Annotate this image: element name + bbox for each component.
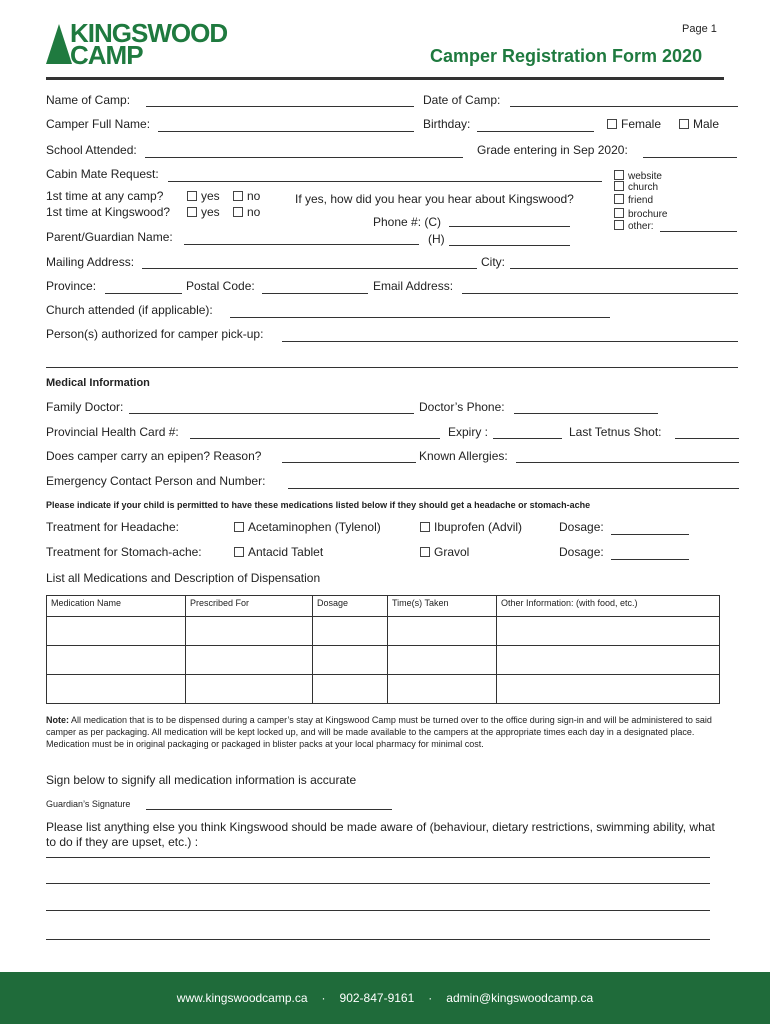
- tetnus-field[interactable]: [675, 438, 739, 439]
- table-row: [47, 646, 720, 675]
- school-field[interactable]: [145, 157, 463, 158]
- family-doctor-label: Family Doctor:: [46, 400, 124, 414]
- gravol-checkbox[interactable]: [420, 547, 430, 557]
- table-cell[interactable]: [186, 675, 313, 704]
- page-number: Page 1: [682, 23, 717, 35]
- table-cell[interactable]: [47, 675, 186, 704]
- table-cell[interactable]: [497, 675, 720, 704]
- col-prescribed-for: Prescribed For: [186, 596, 313, 617]
- cabin-mate-label: Cabin Mate Request:: [46, 167, 159, 181]
- city-label: City:: [481, 255, 505, 269]
- medication-table: [46, 595, 720, 704]
- name-of-camp-field[interactable]: [146, 106, 414, 107]
- guardian-signature-label: Guardian’s Signature: [46, 799, 131, 809]
- postal-code-label: Postal Code:: [186, 279, 255, 293]
- headache-treatment-label: Treatment for Headache:: [46, 520, 179, 534]
- doctors-phone-label: Doctor’s Phone:: [419, 400, 505, 414]
- form-title: Camper Registration Form 2020: [430, 46, 703, 66]
- note-text: All medication that is to be dispensed during a camper’s stay at Kingswood Camp must be turned over to the office during sign-in and will be administered to said camper as per packaging. All medication will be kept locked up, and will be made available to the campers at the appropriate times each day in a designated place. Medication must be in original packaging or packaged in blister packs at your local pharmacy for minimal cost.: [46, 715, 712, 749]
- first-time-any-label: 1st time at any camp?: [46, 189, 164, 203]
- epipen-label: Does camper carry an epipen? Reason?: [46, 449, 262, 463]
- col-dosage: Dosage: [313, 596, 388, 617]
- camper-name-label: Camper Full Name:: [46, 117, 151, 131]
- ibuprofen-option[interactable]: [420, 520, 522, 534]
- footer-bar: [0, 972, 770, 1024]
- footer-separator: ·: [428, 991, 433, 1005]
- acetaminophen-label: Acetaminophen (Tylenol): [248, 520, 381, 534]
- birthday-field[interactable]: [477, 131, 594, 132]
- parent-name-label: Parent/Guardian Name:: [46, 230, 173, 244]
- stomach-dosage-label: Dosage:: [559, 545, 604, 559]
- grade-label: Grade entering in Sep 2020:: [477, 143, 628, 157]
- col-other-info: Other Information: (with food, etc.): [497, 596, 720, 617]
- church-attended-field[interactable]: [230, 317, 610, 318]
- other-source-field[interactable]: [660, 231, 737, 232]
- date-of-camp-label: Date of Camp:: [423, 93, 501, 107]
- allergies-field[interactable]: [516, 462, 739, 463]
- expiry-label: Expiry :: [448, 425, 489, 439]
- source-friend-option[interactable]: [614, 194, 653, 207]
- parent-name-field[interactable]: [184, 244, 419, 245]
- health-card-field[interactable]: [190, 438, 440, 439]
- tetnus-label: Last Tetnus Shot:: [569, 425, 662, 439]
- province-label: Province:: [46, 279, 97, 293]
- stomach-treatment-label: Treatment for Stomach-ache:: [46, 545, 202, 559]
- emergency-contact-field[interactable]: [288, 488, 739, 489]
- email-field[interactable]: [462, 293, 738, 294]
- grade-field[interactable]: [643, 157, 737, 158]
- ibuprofen-checkbox[interactable]: [420, 522, 430, 532]
- medication-permission-note: Please indicate if your child is permitted to have these medications listed below if they should get a headache or stomach-ache: [46, 500, 591, 510]
- medication-note: [46, 714, 722, 750]
- church-attended-label: Church attended (if applicable):: [46, 303, 213, 317]
- acetaminophen-checkbox[interactable]: [234, 522, 244, 532]
- antacid-checkbox[interactable]: [234, 547, 244, 557]
- footer-email-link[interactable]: admin@kingswoodcamp.ca: [446, 991, 594, 1005]
- ibuprofen-label: Ibuprofen (Advil): [434, 520, 523, 534]
- mailing-address-label: Mailing Address:: [46, 255, 135, 269]
- table-cell[interactable]: [313, 675, 388, 704]
- postal-code-field[interactable]: [262, 293, 368, 294]
- mailing-address-field[interactable]: [142, 268, 477, 269]
- female-checkbox[interactable]: [607, 119, 617, 129]
- table-header-row: [47, 596, 720, 617]
- phone-cell-field[interactable]: [449, 226, 570, 227]
- pickup-field-2[interactable]: [46, 367, 738, 368]
- list-medications-label: List all Medications and Description of Dispensation: [46, 571, 321, 585]
- logo-text-kingswood: KINGSWOOD: [70, 18, 228, 48]
- date-of-camp-field[interactable]: [510, 106, 738, 107]
- province-field[interactable]: [105, 293, 182, 294]
- guardian-signature-field[interactable]: [146, 809, 392, 810]
- sign-below-label: Sign below to signify all medication information is accurate: [46, 773, 357, 787]
- city-field[interactable]: [510, 268, 738, 269]
- footer-phone[interactable]: 902-847-9161: [339, 991, 415, 1005]
- first-time-kingswood-no-checkbox[interactable]: [233, 207, 243, 217]
- footer-website-link[interactable]: www.kingswoodcamp.ca: [176, 991, 308, 1005]
- table-cell[interactable]: [47, 617, 186, 646]
- doctors-phone-field[interactable]: [514, 413, 658, 414]
- family-doctor-field[interactable]: [129, 413, 414, 414]
- source-other-option[interactable]: [614, 220, 654, 233]
- first-time-any-yes[interactable]: [187, 189, 220, 203]
- medical-heading: Medical Information: [46, 377, 150, 389]
- tree-logo-icon: [46, 24, 72, 64]
- no-label: no: [247, 189, 261, 203]
- health-card-label: Provincial Health Card #:: [46, 425, 179, 439]
- other-label: other:: [628, 221, 654, 232]
- name-of-camp-label: Name of Camp:: [46, 93, 131, 107]
- gravol-option[interactable]: [420, 545, 469, 559]
- first-time-any-yes-checkbox[interactable]: [187, 191, 197, 201]
- table-cell[interactable]: [47, 646, 186, 675]
- male-checkbox[interactable]: [679, 119, 689, 129]
- pickup-label: Person(s) authorized for camper pick-up:: [46, 327, 264, 341]
- friend-checkbox[interactable]: [614, 194, 624, 204]
- gravol-label: Gravol: [434, 545, 470, 559]
- stomach-dosage-field[interactable]: [611, 559, 689, 560]
- table-cell[interactable]: [186, 646, 313, 675]
- first-time-any-no[interactable]: [233, 189, 260, 203]
- church-label: church: [628, 182, 659, 193]
- table-cell[interactable]: [313, 617, 388, 646]
- friend-label: friend: [628, 195, 654, 206]
- brochure-label: brochure: [628, 209, 668, 220]
- acetaminophen-option[interactable]: [234, 520, 381, 534]
- phone-home-field[interactable]: [449, 245, 570, 246]
- phone-home-label: (H): [428, 232, 445, 246]
- emergency-contact-label: Emergency Contact Person and Number:: [46, 474, 266, 488]
- phone-cell-label: Phone #: (C): [373, 215, 442, 229]
- male-option[interactable]: [679, 117, 719, 131]
- table-cell[interactable]: [388, 675, 497, 704]
- allergies-label: Known Allergies:: [419, 449, 508, 463]
- table-cell[interactable]: [497, 646, 720, 675]
- anything-else-line-4[interactable]: [46, 939, 710, 940]
- anything-else-label: Please list anything else you think Kingswood should be made aware of (behaviour, dietary restrictions, swimming ability, what to do if they are upset, etc.) :: [46, 820, 715, 849]
- female-option[interactable]: [607, 117, 661, 131]
- table-row: [47, 617, 720, 646]
- epipen-field[interactable]: [282, 462, 416, 463]
- anything-else-line-2[interactable]: [46, 883, 710, 884]
- other-checkbox[interactable]: [614, 220, 624, 230]
- camper-name-field[interactable]: [158, 131, 414, 132]
- male-label: Male: [693, 117, 720, 131]
- antacid-label: Antacid Tablet: [248, 545, 324, 559]
- website-checkbox[interactable]: [614, 170, 624, 180]
- school-label: School Attended:: [46, 143, 137, 157]
- antacid-option[interactable]: [234, 545, 323, 559]
- cabin-mate-field[interactable]: [168, 181, 602, 182]
- pickup-field-1[interactable]: [282, 341, 738, 342]
- first-time-any-no-checkbox[interactable]: [233, 191, 243, 201]
- note-label: Note:: [46, 715, 69, 725]
- table-cell[interactable]: [388, 646, 497, 675]
- table-cell[interactable]: [313, 646, 388, 675]
- birthday-label: Birthday:: [423, 117, 471, 131]
- yes-label: yes: [201, 189, 220, 203]
- expiry-field[interactable]: [493, 438, 562, 439]
- footer-separator: ·: [321, 991, 326, 1005]
- headache-dosage-label: Dosage:: [559, 520, 604, 534]
- table-cell[interactable]: [388, 617, 497, 646]
- female-label: Female: [621, 117, 662, 131]
- first-time-kingswood-label: 1st time at Kingswood?: [46, 205, 171, 219]
- yes-label: yes: [201, 205, 220, 219]
- table-cell[interactable]: [186, 617, 313, 646]
- first-time-kingswood-no[interactable]: [233, 205, 260, 219]
- logo-text-camp: CAMP: [70, 40, 143, 70]
- brochure-checkbox[interactable]: [614, 208, 624, 218]
- source-church-option[interactable]: [614, 181, 658, 194]
- col-times-taken: Time(s) Taken: [388, 596, 497, 617]
- headache-dosage-field[interactable]: [611, 534, 689, 535]
- table-row: [47, 675, 720, 704]
- anything-else-line-1[interactable]: [46, 857, 710, 858]
- first-time-kingswood-yes[interactable]: [187, 205, 220, 219]
- email-label: Email Address:: [373, 279, 454, 293]
- header-divider: [46, 77, 724, 80]
- col-medication-name: Medication Name: [47, 596, 186, 617]
- no-label: no: [247, 205, 261, 219]
- first-time-kingswood-yes-checkbox[interactable]: [187, 207, 197, 217]
- church-checkbox[interactable]: [614, 181, 624, 191]
- table-cell[interactable]: [497, 617, 720, 646]
- anything-else-line-3[interactable]: [46, 910, 710, 911]
- hear-about-label: If yes, how did you hear you hear about Kingswood?: [295, 192, 574, 206]
- website-label: website: [628, 171, 662, 182]
